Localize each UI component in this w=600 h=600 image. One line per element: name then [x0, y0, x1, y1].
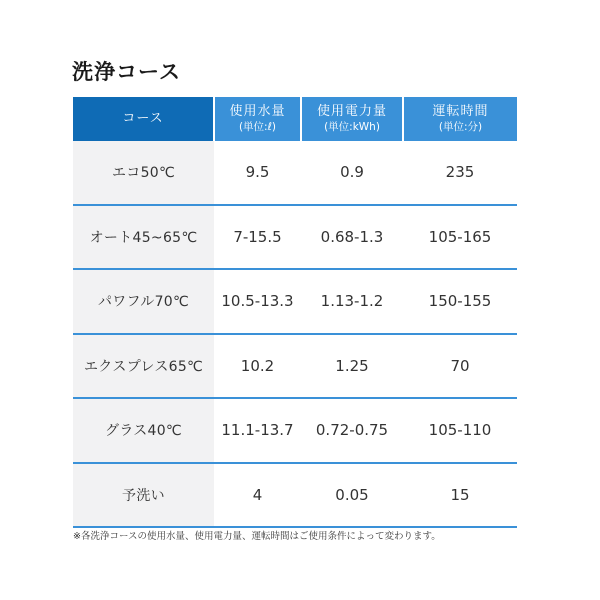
- water-value: 7-15.5: [214, 205, 301, 270]
- table-header-row: [73, 97, 517, 141]
- header-time-label: 運転時間: [432, 104, 489, 119]
- header-power: [301, 97, 403, 141]
- header-time-unit: (単位:分): [438, 120, 483, 133]
- course-name: グラス40℃: [73, 398, 214, 463]
- water-value: 10.2: [214, 334, 301, 399]
- header-water: [214, 97, 301, 141]
- header-water-label: 使用水量: [229, 104, 286, 119]
- page-title: 洗浄コース: [72, 60, 181, 84]
- power-value: 0.72-0.75: [301, 398, 403, 463]
- table-row: [73, 334, 517, 399]
- water-value: 10.5-13.3: [214, 269, 301, 334]
- course-name: エクスプレス65℃: [73, 334, 214, 399]
- time-value: 70: [403, 334, 517, 399]
- header-power-unit: (単位:kWh): [324, 120, 380, 133]
- power-value: 0.9: [301, 141, 403, 205]
- table-row: [73, 269, 517, 334]
- water-value: 11.1-13.7: [214, 398, 301, 463]
- course-name: 予洗い: [73, 463, 214, 528]
- table-row: [73, 141, 517, 205]
- footnote: ※各洗浄コースの使用水量、使用電力量、運転時間はご使用条件によって変わります。: [73, 531, 441, 542]
- course-name: パワフル70℃: [73, 269, 214, 334]
- time-value: 235: [403, 141, 517, 205]
- header-course-label: コース: [122, 110, 164, 126]
- power-value: 1.25: [301, 334, 403, 399]
- time-value: 105-110: [403, 398, 517, 463]
- water-value: 9.5: [214, 141, 301, 205]
- time-value: 15: [403, 463, 517, 528]
- power-value: 0.68-1.3: [301, 205, 403, 270]
- course-name: エコ50℃: [73, 141, 214, 205]
- header-time: [403, 97, 517, 141]
- table-row: [73, 463, 517, 528]
- table-row: [73, 398, 517, 463]
- water-value: 4: [214, 463, 301, 528]
- power-value: 0.05: [301, 463, 403, 528]
- wash-course-table: [73, 97, 517, 528]
- header-power-label: 使用電力量: [316, 104, 387, 119]
- time-value: 150-155: [403, 269, 517, 334]
- header-course: [73, 97, 214, 141]
- table-row: [73, 205, 517, 270]
- header-water-unit: (単位:ℓ): [238, 120, 277, 133]
- time-value: 105-165: [403, 205, 517, 270]
- course-name: オート45~65℃: [73, 205, 214, 270]
- power-value: 1.13-1.2: [301, 269, 403, 334]
